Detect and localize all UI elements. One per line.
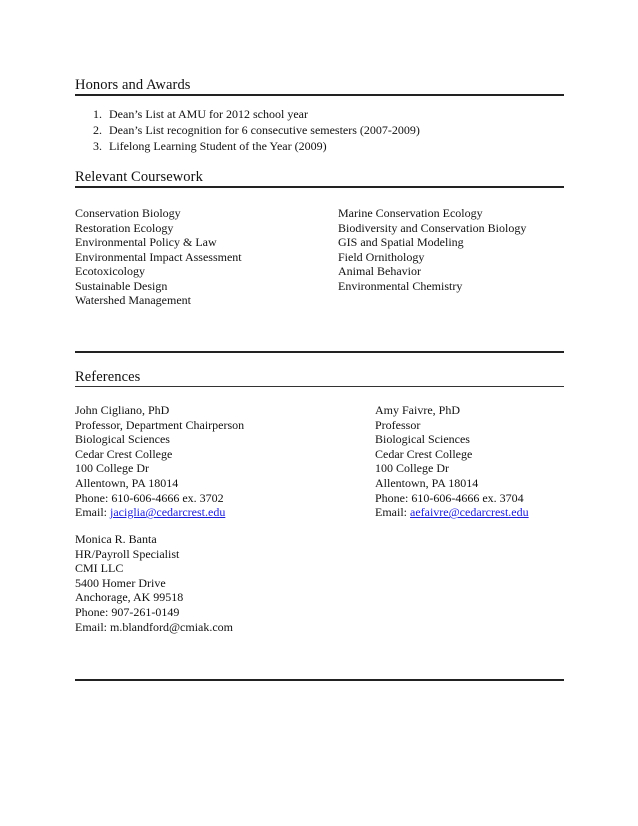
course-item: Marine Conservation Ecology <box>338 206 483 220</box>
reference-faivre <box>375 403 529 520</box>
award-text: Lifelong Learning Student of the Year (2009) <box>109 139 327 153</box>
reference-street: 5400 Homer Drive <box>75 575 166 590</box>
reference-email: Email: m.blandford@cmiak.com <box>75 619 234 634</box>
reference-email-link[interactable]: aefaivre@cedarcrest.edu <box>410 505 529 520</box>
reference-position: Professor <box>375 417 421 432</box>
reference-phone: Phone: 610-606-4666 ex. 3702 <box>75 490 224 505</box>
reference-name: John Cigliano, PhD <box>75 403 170 417</box>
reference-department: Biological Sciences <box>375 432 470 447</box>
coursework-end-divider <box>75 351 564 353</box>
course-item: Environmental Policy & Law <box>75 235 217 249</box>
honors-heading: Honors and Awards <box>75 77 191 93</box>
reference-cigliano <box>75 403 244 520</box>
reference-email-row <box>75 505 244 520</box>
reference-city: Allentown, PA 18014 <box>375 475 479 490</box>
awards-list <box>75 106 420 154</box>
reference-email-link[interactable]: jaciglia@cedarcrest.edu <box>110 505 226 520</box>
reference-organization: CMI LLC <box>75 561 124 576</box>
course-item: Biodiversity and Conservation Biology <box>338 220 527 235</box>
reference-email-label: Email: <box>75 505 110 520</box>
reference-banta <box>75 532 233 634</box>
award-number: 1. <box>93 107 102 121</box>
reference-phone: Phone: 610-606-4666 ex. 3704 <box>375 490 524 505</box>
course-item: Environmental Chemistry <box>338 278 463 293</box>
award-item <box>75 122 420 138</box>
course-item: Field Ornithology <box>338 249 425 264</box>
award-item <box>75 138 420 154</box>
reference-organization: Cedar Crest College <box>375 446 473 461</box>
course-item: Conservation Biology <box>75 206 181 220</box>
reference-organization: Cedar Crest College <box>75 446 173 461</box>
award-number: 2. <box>93 123 102 137</box>
award-text: Dean’s List recognition for 6 consecutive semesters (2007-2009) <box>109 123 420 137</box>
reference-city: Anchorage, AK 99518 <box>75 590 184 605</box>
course-item: GIS and Spatial Modeling <box>338 235 464 249</box>
reference-name: Amy Faivre, PhD <box>375 403 460 417</box>
reference-position: Professor, Department Chairperson <box>75 417 245 432</box>
references-heading: References <box>75 369 141 385</box>
reference-city: Allentown, PA 18014 <box>75 475 179 490</box>
reference-phone: Phone: 907-261-0149 <box>75 604 180 619</box>
references-divider <box>75 386 564 387</box>
coursework-heading: Relevant Coursework <box>75 169 203 185</box>
reference-street: 100 College Dr <box>375 461 449 476</box>
resume-page <box>75 0 564 826</box>
award-number: 3. <box>93 139 102 153</box>
reference-email-row <box>375 505 529 520</box>
course-item: Animal Behavior <box>338 264 421 278</box>
reference-name: Monica R. Banta <box>75 532 157 546</box>
award-text: Dean’s List at AMU for 2012 school year <box>109 107 308 121</box>
references-end-divider <box>75 679 564 681</box>
reference-department: Biological Sciences <box>75 432 170 447</box>
coursework-left-column <box>75 206 242 308</box>
course-item: Environmental Impact Assessment <box>75 249 242 264</box>
reference-street: 100 College Dr <box>75 461 149 476</box>
course-item: Sustainable Design <box>75 278 168 293</box>
coursework-divider <box>75 186 564 188</box>
course-item: Ecotoxicology <box>75 264 145 278</box>
reference-position: HR/Payroll Specialist <box>75 546 180 561</box>
coursework-right-column <box>338 206 526 293</box>
honors-divider <box>75 94 564 96</box>
award-item <box>75 106 420 122</box>
course-item: Watershed Management <box>75 293 191 307</box>
reference-email-label: Email: <box>375 505 410 520</box>
course-item: Restoration Ecology <box>75 220 174 235</box>
